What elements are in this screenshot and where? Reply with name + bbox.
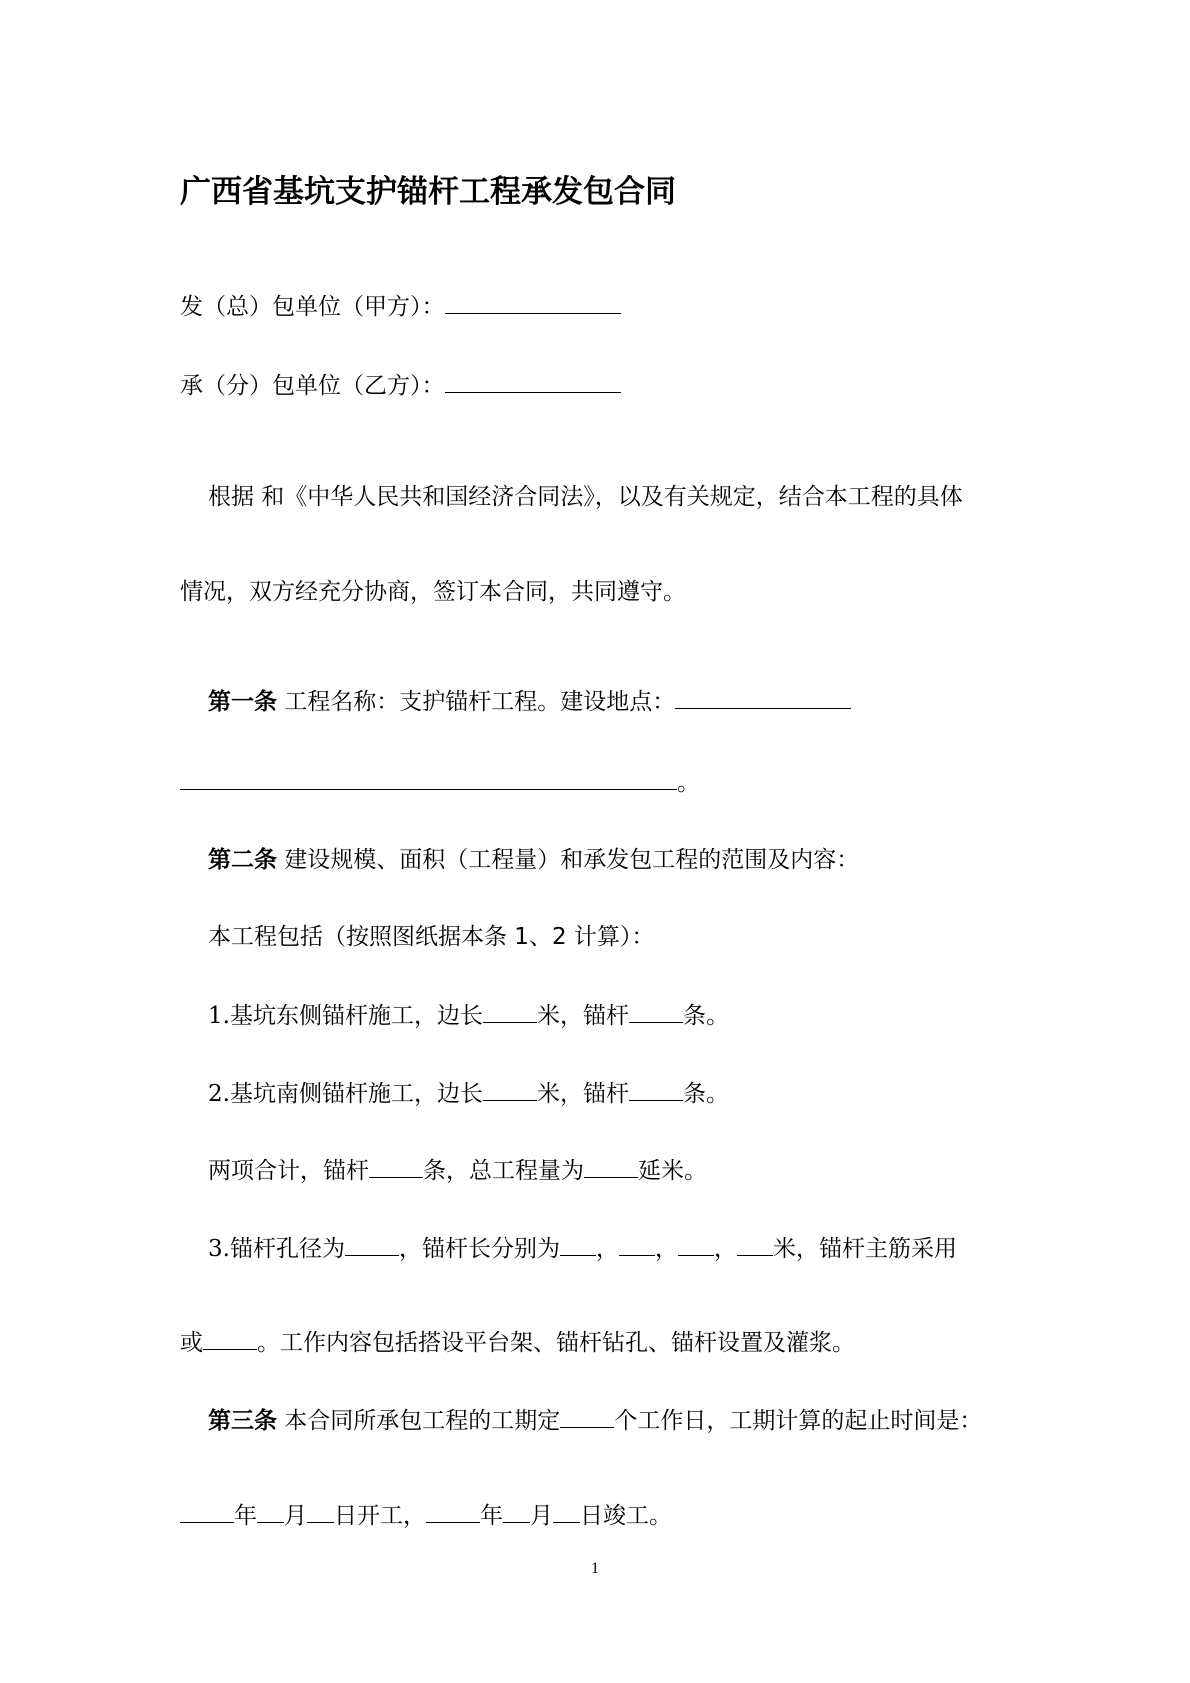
item-2-text-c: 条。 (682, 1081, 729, 1107)
party-b-line (180, 370, 621, 401)
end-day-label: 日竣工。 (580, 1503, 672, 1529)
item-1-count-blank (629, 1000, 683, 1023)
item-3-text-d: 或 (180, 1330, 203, 1356)
length-blank-3 (678, 1233, 714, 1256)
item-2-line (208, 1078, 729, 1109)
preamble-line-1: 根据 和《中华人民共和国经济合同法》，以及有关规定，结合本工程的具体 (208, 484, 963, 510)
party-b-blank (445, 370, 621, 393)
start-year-label: 年 (234, 1503, 257, 1529)
start-month-blank (257, 1500, 284, 1523)
end-month-blank (503, 1500, 530, 1523)
item-3-text-e: 。工作内容包括搭设平台架、锚杆钻孔、锚杆设置及灌浆。 (257, 1330, 855, 1356)
article-2-text: 建设规模、面积（工程量）和承发包工程的范围及内容： (277, 847, 860, 873)
item-3-text-b: ，锚杆长分别为 (398, 1236, 560, 1262)
end-day-blank (553, 1500, 580, 1523)
document-title: 广西省基坑支护锚杆工程承发包合同 (180, 174, 676, 210)
start-day-label: 日开工， (334, 1503, 426, 1529)
end-month-label: 月 (530, 1503, 553, 1529)
total-line (208, 1155, 707, 1186)
length-blank-1 (560, 1233, 596, 1256)
location-blank-2 (180, 767, 677, 790)
article-3-text: 本合同所承包工程的工期定 (277, 1408, 561, 1434)
total-text-b: 条，总工程量为 (423, 1158, 584, 1184)
length-blank-2 (619, 1233, 655, 1256)
party-a-line (180, 291, 621, 322)
item-3-sep-2: ， (654, 1236, 678, 1262)
article-2-line (208, 845, 859, 875)
end-year-blank (426, 1500, 480, 1523)
item-2-length-blank (483, 1078, 537, 1101)
preamble-line-2: 情况，双方经充分协商，签订本合同，共同遵守。 (180, 579, 686, 605)
rebar-blank (203, 1327, 257, 1350)
page-number: 1 (591, 1560, 599, 1577)
length-blank-4 (737, 1233, 773, 1256)
location-blank (675, 686, 851, 709)
article-3-text-2: 个工作日，工期计算的起止时间是： (614, 1408, 983, 1434)
article-1-line (208, 686, 851, 717)
item-3-number: 3. (208, 1236, 230, 1262)
item-3-sep-1: ， (595, 1236, 619, 1262)
total-length-blank (584, 1155, 638, 1178)
item-1-line (208, 1000, 729, 1031)
article-2-intro: 本工程包括（按照图纸据本条 1、2 计算）： (208, 924, 655, 950)
party-a-blank (445, 291, 621, 314)
item-2-number: 2. (208, 1081, 230, 1107)
item-2-text-b: 米，锚杆 (536, 1081, 629, 1107)
item-3-sep-3: ， (713, 1236, 737, 1262)
item-3-line-2 (180, 1327, 855, 1358)
item-3-text-c: 米，锚杆主筋采用 (772, 1236, 957, 1262)
total-count-blank (369, 1155, 423, 1178)
start-day-blank (307, 1500, 334, 1523)
article-3-dates-line (180, 1500, 672, 1531)
article-3-heading: 第三条 (208, 1408, 277, 1434)
item-2-text-a: 基坑南侧锚杆施工，边长 (229, 1081, 483, 1107)
item-2-count-blank (629, 1078, 683, 1101)
item-1-text-b: 米，锚杆 (536, 1003, 629, 1029)
diameter-blank (345, 1233, 399, 1256)
article-1-line-2 (180, 767, 700, 798)
article-2-heading: 第二条 (208, 847, 277, 873)
item-3-line (208, 1233, 957, 1264)
item-3-text-a: 锚杆孔径为 (229, 1236, 345, 1262)
article-1-text: 工程名称：支护锚杆工程。建设地点： (277, 689, 676, 715)
item-1-number: 1. (208, 1003, 230, 1029)
workdays-blank (560, 1405, 614, 1428)
start-year-blank (180, 1500, 234, 1523)
article-3-line (208, 1405, 982, 1436)
end-year-label: 年 (480, 1503, 503, 1529)
party-a-label: 发（总）包单位（甲方）： (180, 294, 445, 320)
total-text-c: 延米。 (638, 1158, 707, 1184)
item-1-text-a: 基坑东侧锚杆施工，边长 (229, 1003, 483, 1029)
article-1-heading: 第一条 (208, 689, 277, 715)
party-b-label: 承（分）包单位（乙方）： (180, 373, 445, 399)
item-1-text-c: 条。 (682, 1003, 729, 1029)
total-text-a: 两项合计，锚杆 (208, 1158, 369, 1184)
start-month-label: 月 (284, 1503, 307, 1529)
item-1-length-blank (483, 1000, 537, 1023)
article-1-end: 。 (677, 770, 700, 796)
